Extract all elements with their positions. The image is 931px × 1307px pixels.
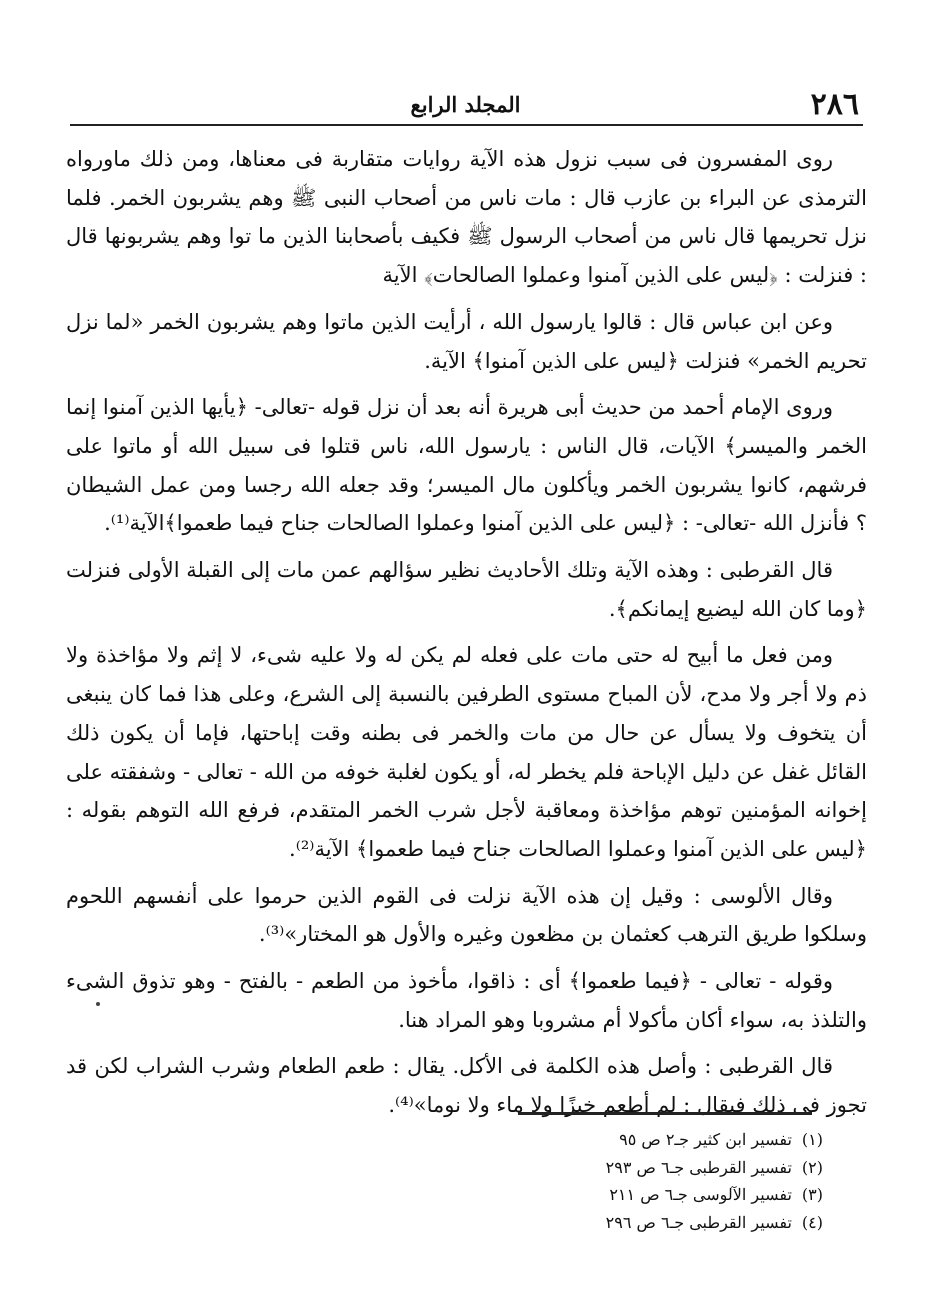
footnote-text: تفسير الآلوسى جـ٦ ص ٢١١ bbox=[609, 1185, 792, 1204]
footnote-text: تفسير القرطبى جـ٦ ص ٢٩٦ bbox=[605, 1212, 792, 1232]
volume-title: المجلد الرابع bbox=[410, 91, 521, 117]
scan-speck bbox=[96, 1002, 100, 1006]
paragraph: قال القرطبى : وأصل هذه الكلمة فى الأكل. يقال : طعم الطعام وشرب الشراب لكن قد تجوز فى ذلك فيقال : لم أطعم خبزًا ولا ماء ولا نوما»⁽⁴⁾. bbox=[66, 1054, 867, 1118]
paragraph: وروى الإمام أحمد من حديث أبى هريرة أنه بعد أن نزل قوله -تعالى- ﴿يأيها الذين آمنوا إنما الخمر والميسر﴾ الآيات، قال الناس : يارسول الله، ناس قتلوا فى سبيل الله أو ماتوا على فرشهم، كانوا يشربون الخمر ويأكلون مال الميسر؛ وقد جعله الله رجسا ومن عمل الشيطان ؟ فأنزل الله -تعالى- : ﴿ليس على الذين آمنوا وعملوا الصالحات جناح فيما طعموا﴾الآية⁽¹⁾. bbox=[66, 395, 867, 536]
footnote-number: (١) bbox=[801, 1130, 823, 1149]
paragraph: وعن ابن عباس قال : قالوا يارسول الله ، أرأيت الذين ماتوا وهم يشربون الخمر «لما نزل تحريم الخمر» فنزلت ﴿ليس على الذين آمنوا﴾ الآية. bbox=[66, 309, 867, 373]
footnote-item bbox=[503, 1126, 823, 1154]
footnote-text: تفسير ابن كثير جـ٢ ص ٩٥ bbox=[619, 1130, 792, 1149]
paragraph: ومن فعل ما أبيح له حتى مات على فعله لم يكن له ولا عليه شىء، لا إثم ولا مؤاخذة ولا ذم ولا أجر ولا مدح، لأن المباح مستوى الطرفين بالنسبة إلى الشرع، وعلى هذا فما كان ينبغى أن يتخوف ولا يسأل عن حال من مات والخمر فى بطنه وقت إباحتها، فإما أن يكون ذلك القائل غفل عن دليل الإباحة فلم يخطر له، أو يكون لغلبة خوفه من الله - تعالى - وشفقته على إخوانه المؤمنين توهم مؤاخذة ومعاقبة لأجل شرب الخمر المتقدم، فرفع الله التوهم بقوله : ﴿ليس على الذين آمنوا وعملوا الصالحات جناح فيما طعموا﴾ الآية⁽²⁾. bbox=[66, 643, 867, 861]
footnote-number: (٣) bbox=[801, 1185, 823, 1204]
footnote-item bbox=[503, 1209, 823, 1237]
paragraph: قال القرطبى : وهذه الآية وتلك الأحاديث نظير سؤالهم عمن مات إلى القبلة الأولى فنزلت ﴿وما كان الله ليضيع إيمانكم﴾. bbox=[66, 558, 867, 621]
footnote-item bbox=[503, 1154, 823, 1182]
footnote-text: تفسير القرطبى جـ٦ ص ٢٩٣ bbox=[605, 1157, 792, 1177]
paragraph: وقال الألوسى : وقيل إن هذه الآية نزلت فى القوم الذين حرموا على أنفسهم اللحوم وسلكوا طريق الترهب كعثمان بن مظعون وغيره والأول هو المختار»⁽³⁾. bbox=[66, 883, 867, 947]
body-text bbox=[66, 140, 867, 1133]
page-number: ٢٨٦ bbox=[810, 86, 859, 122]
page-header bbox=[72, 84, 859, 124]
paragraph: روى المفسرون فى سبب نزول هذه الآية روايات متقاربة فى معناها، ومن ذلك ماورواه الترمذى عن البراء بن عازب قال : مات ناس من أصحاب النبى ﷺ وهم يشربون الخمر. فلما نزل تحريمها قال ناس من أصحاب الرسول ﷺ فكيف بأصحابنا الذين ما توا وهم يشربونها قال : فنزلت : ﴿ليس على الذين آمنوا وعملوا الصالحات﴾ الآية bbox=[66, 147, 867, 288]
paragraph: وقوله - تعالى - ﴿فيما طعموا﴾ أى : ذاقوا، مأخوذ من الطعم - بالفتح - وهو تذوق الشىء والتلذذ به، سواء أكان مأكولا أم مشروبا وهو المراد هنا. bbox=[66, 969, 867, 1032]
footnote-divider bbox=[518, 1112, 812, 1115]
header-divider bbox=[70, 124, 863, 126]
footnote-number: (٢) bbox=[801, 1157, 823, 1177]
footnotes bbox=[503, 1126, 823, 1236]
footnote-number: (٤) bbox=[801, 1212, 823, 1232]
footnote-item bbox=[503, 1181, 823, 1209]
